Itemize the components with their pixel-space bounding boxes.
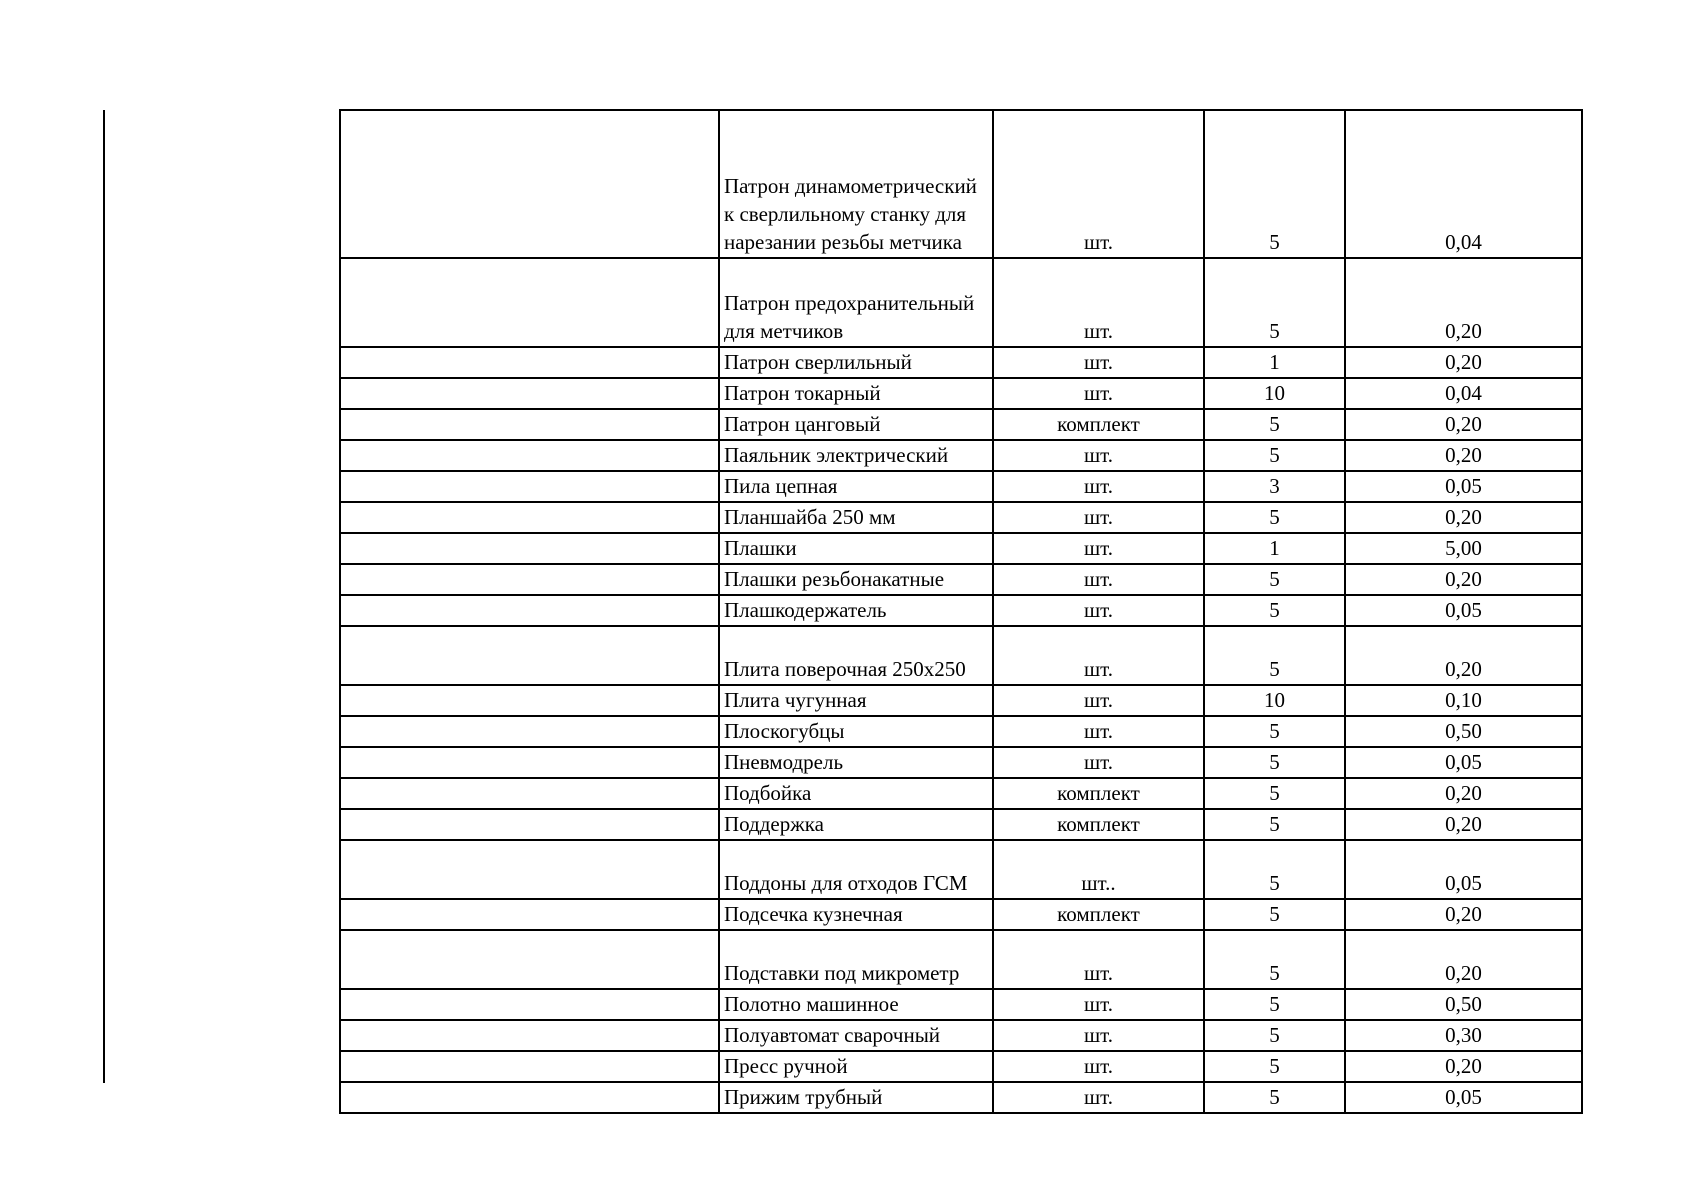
unit-cell: комплект — [993, 409, 1204, 440]
blank-cell — [340, 595, 719, 626]
rate-cell: 0,05 — [1345, 471, 1582, 502]
quantity-cell: 5 — [1204, 989, 1345, 1020]
unit-cell: шт. — [993, 1051, 1204, 1082]
blank-cell — [340, 110, 719, 258]
table-row — [340, 409, 1582, 440]
rate-cell: 0,20 — [1345, 258, 1582, 347]
unit-cell: шт.. — [993, 840, 1204, 899]
item-name-cell: Патрон динамометрический к сверлильному станку для нарезании резьбы метчика — [719, 110, 993, 258]
table-row — [340, 626, 1582, 685]
rate-cell: 0,20 — [1345, 1051, 1582, 1082]
table-row — [340, 258, 1582, 347]
rate-cell: 0,20 — [1345, 809, 1582, 840]
quantity-cell: 5 — [1204, 1082, 1345, 1113]
left-margin-rule — [103, 110, 105, 1083]
rate-cell: 0,05 — [1345, 595, 1582, 626]
rate-cell: 0,20 — [1345, 778, 1582, 809]
quantity-cell: 10 — [1204, 685, 1345, 716]
unit-cell: шт. — [993, 626, 1204, 685]
unit-cell: шт. — [993, 258, 1204, 347]
table-row — [340, 347, 1582, 378]
unit-cell: шт. — [993, 533, 1204, 564]
blank-cell — [340, 930, 719, 989]
blank-cell — [340, 899, 719, 930]
blank-cell — [340, 1020, 719, 1051]
quantity-cell: 5 — [1204, 1020, 1345, 1051]
item-name-cell: Плита поверочная 250х250 — [719, 626, 993, 685]
rate-cell: 0,50 — [1345, 716, 1582, 747]
item-name-cell: Патрон токарный — [719, 378, 993, 409]
equipment-table-body — [340, 110, 1582, 1113]
blank-cell — [340, 258, 719, 347]
rate-cell: 0,05 — [1345, 747, 1582, 778]
item-name-cell: Полотно машинное — [719, 989, 993, 1020]
unit-cell: шт. — [993, 440, 1204, 471]
rate-cell: 0,04 — [1345, 378, 1582, 409]
quantity-cell: 5 — [1204, 809, 1345, 840]
table-row — [340, 716, 1582, 747]
table-row — [340, 440, 1582, 471]
rate-cell: 0,20 — [1345, 626, 1582, 685]
item-name-cell: Плашки — [719, 533, 993, 564]
table-row — [340, 564, 1582, 595]
rate-cell: 0,20 — [1345, 440, 1582, 471]
unit-cell: комплект — [993, 778, 1204, 809]
blank-cell — [340, 747, 719, 778]
quantity-cell: 5 — [1204, 840, 1345, 899]
unit-cell: шт. — [993, 595, 1204, 626]
quantity-cell: 1 — [1204, 347, 1345, 378]
quantity-cell: 5 — [1204, 595, 1345, 626]
blank-cell — [340, 378, 719, 409]
blank-cell — [340, 502, 719, 533]
item-name-cell: Патрон сверлильный — [719, 347, 993, 378]
blank-cell — [340, 440, 719, 471]
blank-cell — [340, 989, 719, 1020]
unit-cell: шт. — [993, 564, 1204, 595]
item-name-cell: Патрон предохранительный для метчиков — [719, 258, 993, 347]
quantity-cell: 5 — [1204, 110, 1345, 258]
unit-cell: шт. — [993, 989, 1204, 1020]
blank-cell — [340, 716, 719, 747]
blank-cell — [340, 471, 719, 502]
item-name-cell: Поддоны для отходов ГСМ — [719, 840, 993, 899]
unit-cell: шт. — [993, 930, 1204, 989]
rate-cell: 0,30 — [1345, 1020, 1582, 1051]
quantity-cell: 5 — [1204, 1051, 1345, 1082]
quantity-cell: 5 — [1204, 747, 1345, 778]
item-name-cell: Паяльник электрический — [719, 440, 993, 471]
unit-cell: шт. — [993, 502, 1204, 533]
rate-cell: 0,20 — [1345, 347, 1582, 378]
blank-cell — [340, 778, 719, 809]
blank-cell — [340, 809, 719, 840]
item-name-cell: Плоскогубцы — [719, 716, 993, 747]
quantity-cell: 5 — [1204, 930, 1345, 989]
table-row — [340, 685, 1582, 716]
table-row — [340, 930, 1582, 989]
table-row — [340, 595, 1582, 626]
table-row — [340, 110, 1582, 258]
rate-cell: 0,05 — [1345, 1082, 1582, 1113]
quantity-cell: 5 — [1204, 440, 1345, 471]
unit-cell: шт. — [993, 747, 1204, 778]
blank-cell — [340, 564, 719, 595]
unit-cell: шт. — [993, 716, 1204, 747]
rate-cell: 0,20 — [1345, 409, 1582, 440]
rate-cell: 0,20 — [1345, 564, 1582, 595]
item-name-cell: Плашки резьбонакатные — [719, 564, 993, 595]
equipment-table — [339, 109, 1583, 1114]
blank-cell — [340, 1051, 719, 1082]
blank-cell — [340, 685, 719, 716]
item-name-cell: Планшайба 250 мм — [719, 502, 993, 533]
item-name-cell: Поддержка — [719, 809, 993, 840]
table-row — [340, 989, 1582, 1020]
table-row — [340, 1082, 1582, 1113]
unit-cell: шт. — [993, 471, 1204, 502]
blank-cell — [340, 533, 719, 564]
blank-cell — [340, 626, 719, 685]
rate-cell: 0,20 — [1345, 930, 1582, 989]
item-name-cell: Плита чугунная — [719, 685, 993, 716]
blank-cell — [340, 409, 719, 440]
quantity-cell: 5 — [1204, 716, 1345, 747]
quantity-cell: 5 — [1204, 626, 1345, 685]
rate-cell: 0,05 — [1345, 840, 1582, 899]
rate-cell: 5,00 — [1345, 533, 1582, 564]
item-name-cell: Прижим трубный — [719, 1082, 993, 1113]
unit-cell: комплект — [993, 899, 1204, 930]
table-row — [340, 1020, 1582, 1051]
item-name-cell: Подсечка кузнечная — [719, 899, 993, 930]
table-row — [340, 1051, 1582, 1082]
table-row — [340, 778, 1582, 809]
unit-cell: шт. — [993, 1020, 1204, 1051]
quantity-cell: 5 — [1204, 899, 1345, 930]
unit-cell: комплект — [993, 809, 1204, 840]
unit-cell: шт. — [993, 110, 1204, 258]
blank-cell — [340, 347, 719, 378]
rate-cell: 0,04 — [1345, 110, 1582, 258]
item-name-cell: Пресс ручной — [719, 1051, 993, 1082]
quantity-cell: 5 — [1204, 778, 1345, 809]
item-name-cell: Пила цепная — [719, 471, 993, 502]
item-name-cell: Патрон цанговый — [719, 409, 993, 440]
quantity-cell: 5 — [1204, 564, 1345, 595]
table-row — [340, 899, 1582, 930]
quantity-cell: 3 — [1204, 471, 1345, 502]
item-name-cell: Подставки под микрометр — [719, 930, 993, 989]
table-row — [340, 471, 1582, 502]
rate-cell: 0,10 — [1345, 685, 1582, 716]
blank-cell — [340, 1082, 719, 1113]
blank-cell — [340, 840, 719, 899]
quantity-cell: 5 — [1204, 502, 1345, 533]
table-row — [340, 502, 1582, 533]
unit-cell: шт. — [993, 1082, 1204, 1113]
quantity-cell: 10 — [1204, 378, 1345, 409]
table-row — [340, 840, 1582, 899]
rate-cell: 0,50 — [1345, 989, 1582, 1020]
rate-cell: 0,20 — [1345, 899, 1582, 930]
item-name-cell: Пневмодрель — [719, 747, 993, 778]
unit-cell: шт. — [993, 347, 1204, 378]
table-row — [340, 533, 1582, 564]
quantity-cell: 1 — [1204, 533, 1345, 564]
quantity-cell: 5 — [1204, 409, 1345, 440]
table-row — [340, 378, 1582, 409]
table-row — [340, 747, 1582, 778]
table-row — [340, 809, 1582, 840]
item-name-cell: Плашкодержатель — [719, 595, 993, 626]
item-name-cell: Полуавтомат сварочный — [719, 1020, 993, 1051]
quantity-cell: 5 — [1204, 258, 1345, 347]
rate-cell: 0,20 — [1345, 502, 1582, 533]
unit-cell: шт. — [993, 685, 1204, 716]
unit-cell: шт. — [993, 378, 1204, 409]
item-name-cell: Подбойка — [719, 778, 993, 809]
